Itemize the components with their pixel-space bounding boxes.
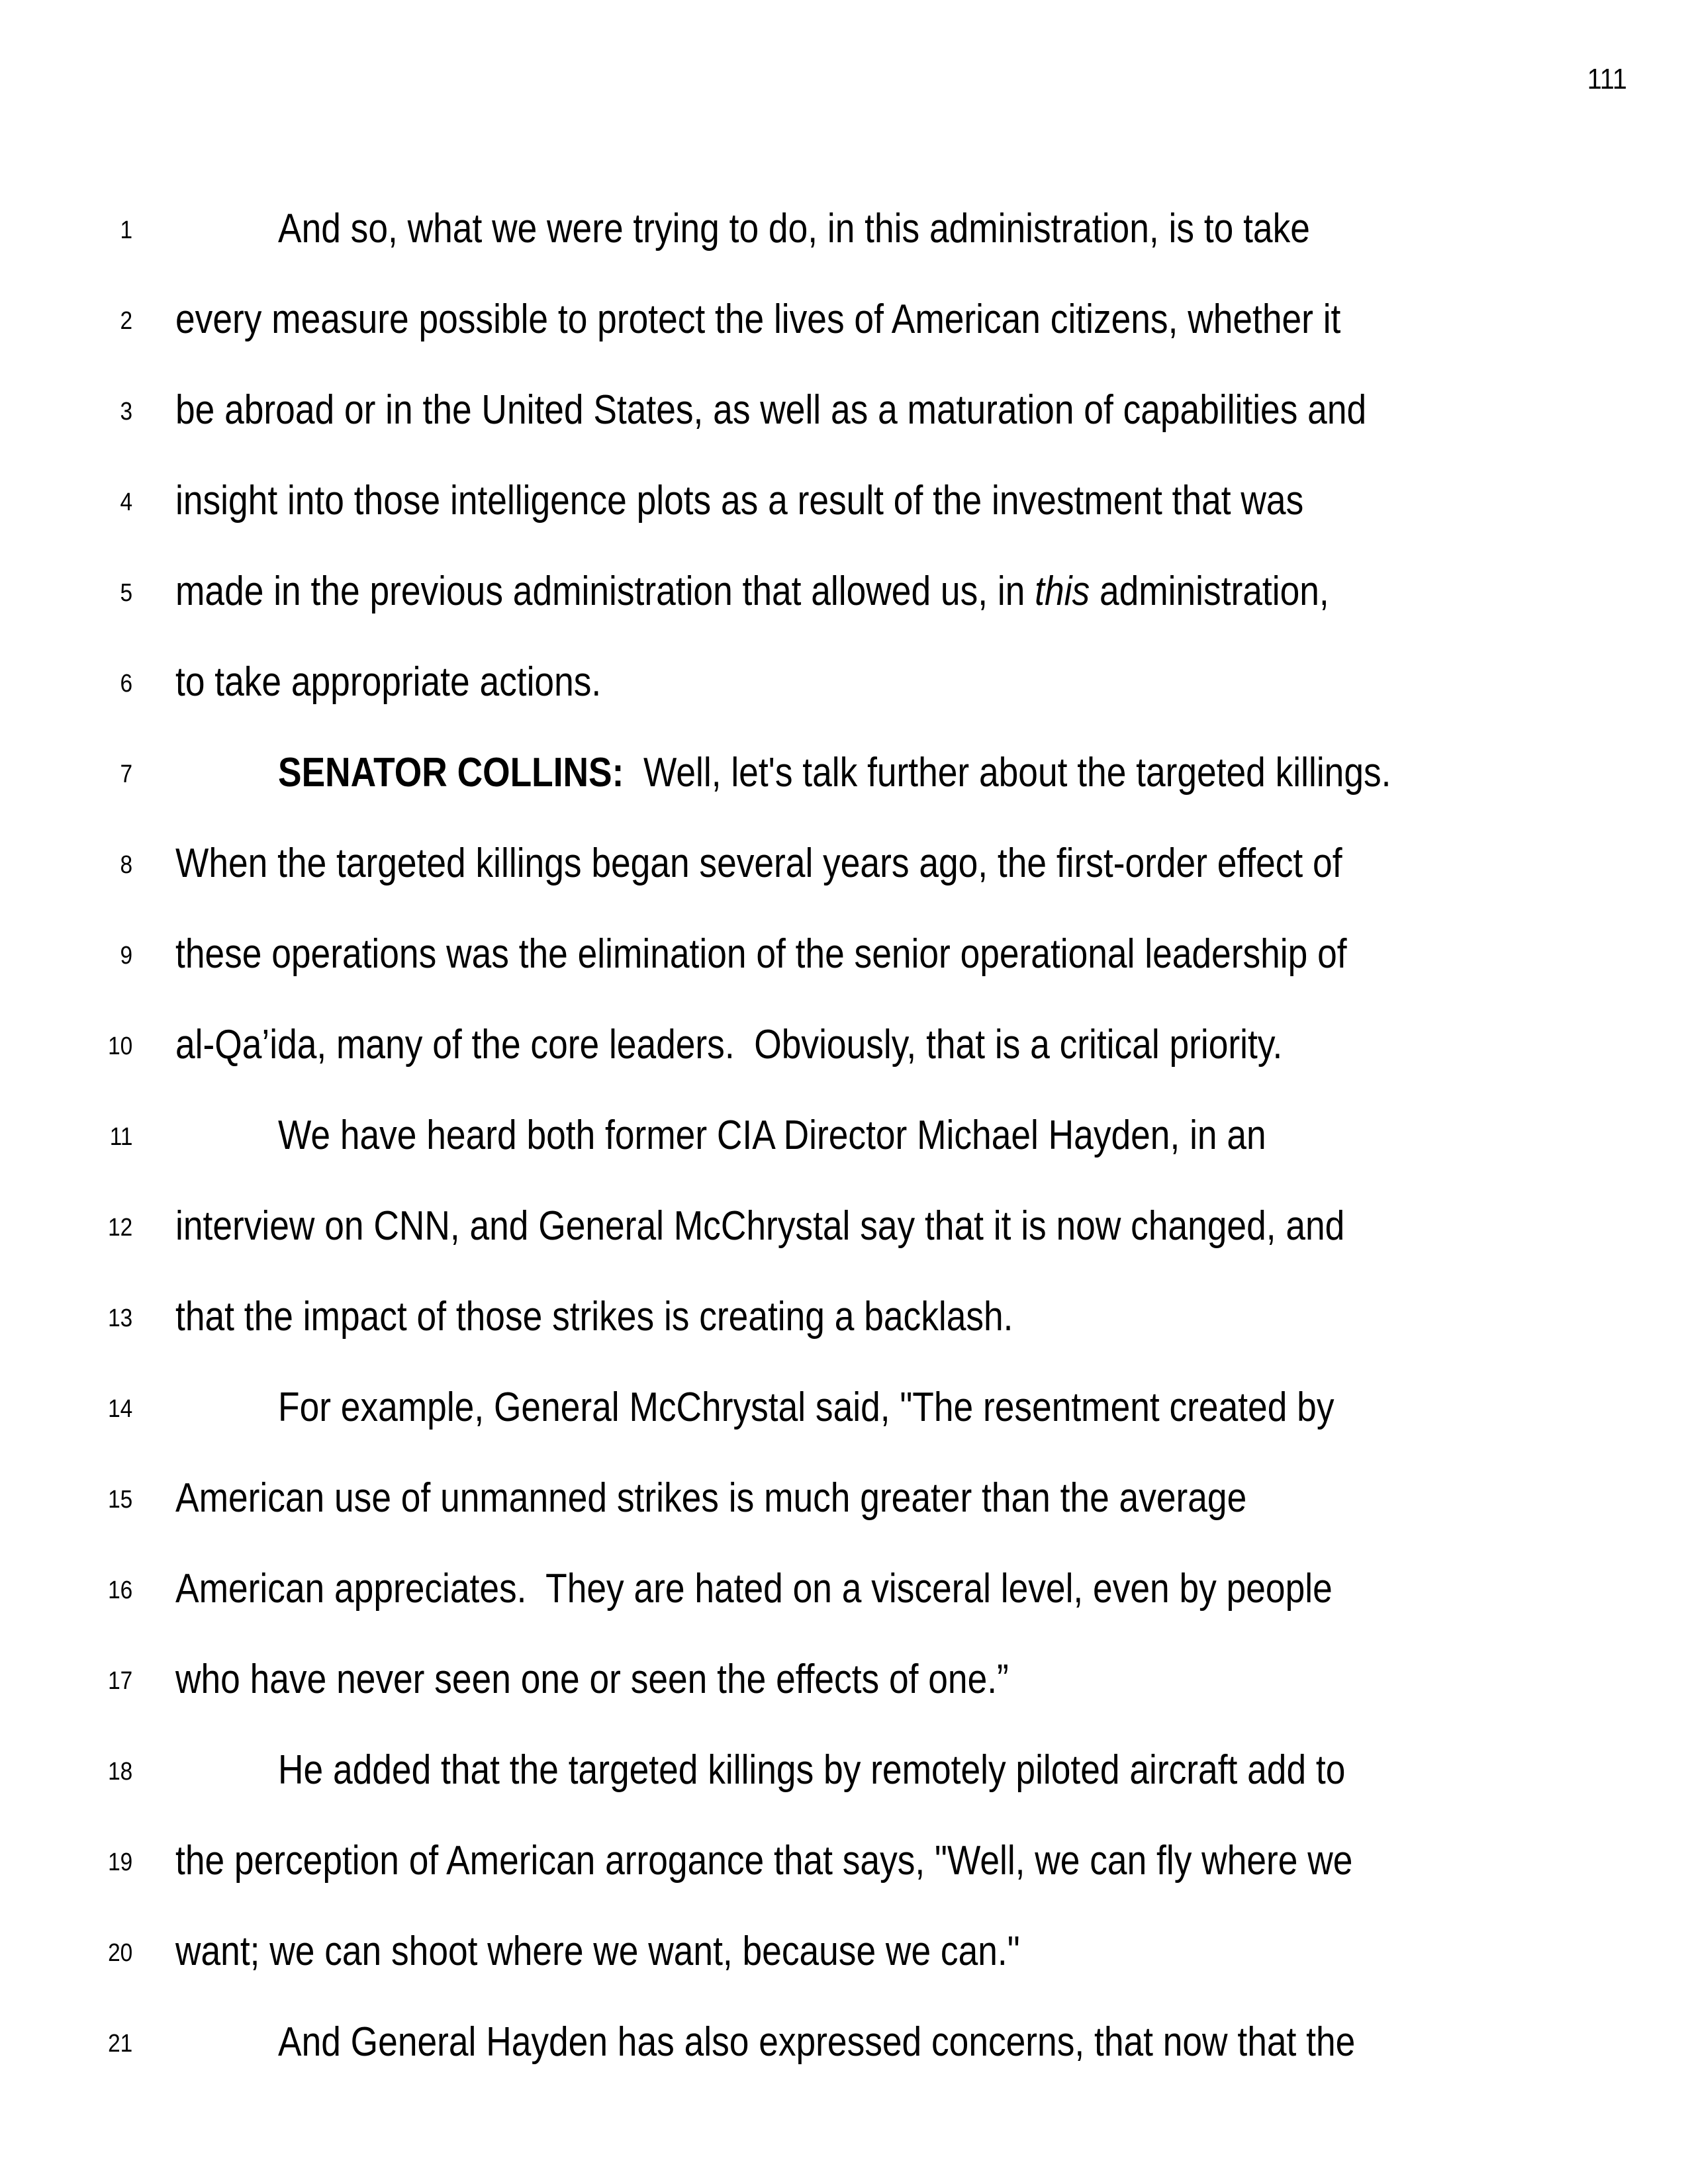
transcript-line [0, 606, 1688, 705]
line-number: 2 [120, 307, 132, 335]
transcript-line [0, 516, 1688, 614]
transcript-line [0, 788, 1688, 886]
line-number: 4 [120, 488, 132, 516]
line-text: And so, what we were trying to do, in this administration, is to take [278, 206, 1310, 251]
line-text: American appreciates. They are hated on a visceral level, even by people [175, 1566, 1333, 1612]
transcript-line [0, 1966, 1688, 2065]
line-text: When the targeted killings began several years ago, the first-order effect of [175, 841, 1342, 886]
line-text: And General Hayden has also expressed concerns, that now that the [278, 2019, 1356, 2065]
line-number: 1 [120, 216, 132, 244]
transcript-line [0, 1422, 1688, 1521]
line-number: 20 [107, 1939, 132, 1967]
transcript-line [0, 334, 1688, 433]
line-number: 18 [107, 1758, 132, 1786]
line-text: For example, General McChrystal said, "The resentment created by [278, 1385, 1335, 1430]
line-number: 7 [120, 760, 132, 788]
transcript-line [0, 1150, 1688, 1249]
transcript-line [0, 1694, 1688, 1793]
line-number: 12 [107, 1214, 132, 1242]
line-text: want; we can shoot where we want, because we can." [175, 1929, 1020, 1974]
transcript-line [0, 1604, 1688, 1702]
transcript-line [0, 697, 1688, 796]
line-text: the perception of American arrogance that says, "Well, we can fly where we [175, 1838, 1353, 1884]
line-text: interview on CNN, and General McChrystal say that it is now changed, and [175, 1203, 1345, 1249]
page-number: 111 [1587, 63, 1627, 95]
transcript-line [0, 1241, 1688, 1340]
line-text: these operations was the elimination of the senior operational leadership of [175, 931, 1347, 977]
line-text-pre: made in the previous administration that allowed us, in [175, 569, 1035, 614]
emphasized-word: this [1035, 569, 1090, 614]
line-text: He added that the targeted killings by remotely piloted aircraft add to [278, 1747, 1346, 1793]
transcript-line [0, 1060, 1688, 1158]
line-number: 5 [120, 579, 132, 607]
speaker-statement: Well, let's talk further about the targeted killings. [624, 750, 1391, 796]
line-number: 15 [107, 1486, 132, 1514]
line-number: 9 [120, 942, 132, 970]
line-number: 10 [107, 1032, 132, 1060]
line-text: American use of unmanned strikes is much greater than the average [175, 1475, 1247, 1521]
line-number: 8 [120, 851, 132, 879]
transcript-line [0, 969, 1688, 1068]
transcript-line [0, 244, 1688, 342]
transcript-line [0, 153, 1688, 251]
transcript-line [0, 1785, 1688, 1884]
transcript-line [0, 425, 1688, 523]
line-number: 21 [107, 2030, 132, 2058]
line-text: who have never seen one or seen the effects of one.” [175, 1657, 1009, 1702]
line-number: 19 [107, 1848, 132, 1876]
line-text: insight into those intelligence plots as a result of the investment that was [175, 478, 1304, 523]
line-text: al-Qa’ida, many of the core leaders. Obviously, that is a critical priority. [175, 1022, 1283, 1068]
line-number: 13 [107, 1304, 132, 1332]
line-text: We have heard both former CIA Director Michael Hayden, in an [278, 1113, 1266, 1158]
line-number: 14 [107, 1395, 132, 1423]
line-number: 6 [120, 670, 132, 698]
speaker-label: SENATOR COLLINS: [278, 750, 624, 796]
line-text: to take appropriate actions. [175, 659, 602, 705]
line-number: 3 [120, 398, 132, 426]
transcript-line [0, 1513, 1688, 1612]
line-number: 11 [109, 1123, 132, 1151]
line-text: every measure possible to protect the lives of American citizens, whether it [175, 296, 1341, 342]
transcript-line [0, 1876, 1688, 1974]
line-text: that the impact of those strikes is creating a backlash. [175, 1294, 1013, 1340]
line-text: be abroad or in the United States, as well as a maturation of capabilities and [175, 387, 1367, 433]
transcript-line [0, 878, 1688, 977]
line-number: 16 [107, 1576, 132, 1604]
line-number: 17 [107, 1667, 132, 1695]
transcript-line [0, 1332, 1688, 1430]
line-text-post: administration, [1090, 569, 1329, 614]
